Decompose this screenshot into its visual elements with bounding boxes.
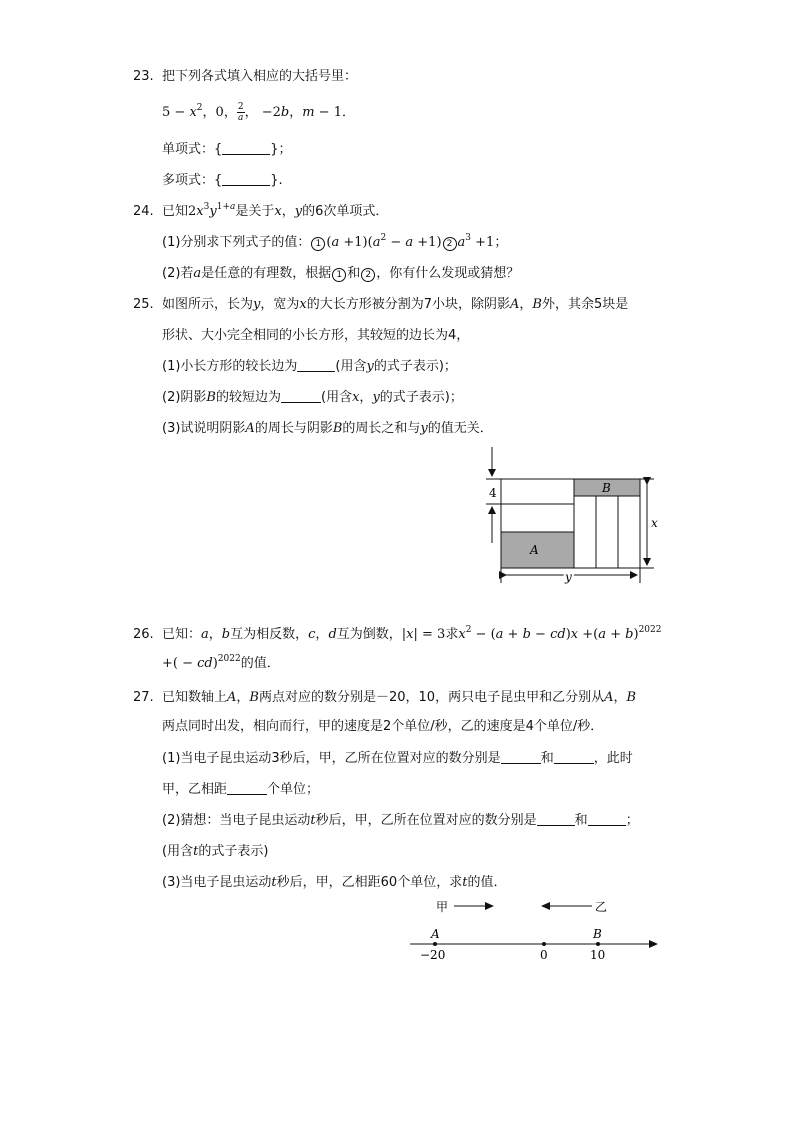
q23-stem: 把下列各式填入相应的大括号里： [162,69,358,84]
q23-expressions: $5 - x^2$，0， $\frac{2}{a}$ ， −2b，m − 1． [162,102,355,123]
q23-polynomial-line: 多项式：{ }. [162,173,283,188]
label-4: 4 [489,486,497,500]
q26-number: 26. [133,627,154,642]
point-zero [542,942,546,946]
q25-rectangle-figure [482,445,662,590]
q25-part2: (2)阴影B的较短边为 (用含x，y的式子表示)； [162,390,463,405]
q25-part1: (1)小长方形的较长边为 (用含y的式子表示)； [162,359,457,374]
label-b: B [602,481,611,495]
fraction-2-over-a: $\frac{2}{a}$ [237,102,244,123]
q27-part1-2: 甲，乙相距 个单位； [162,782,320,797]
q24-part2: (2)若a是任意的有理数，根据 1 和 2 ，你有什么发现或猜想？ [162,266,520,281]
q27-part1: (1)当电子昆虫运动3秒后，甲，乙所在位置对应的数分别是 和 ，此时 [162,751,633,766]
label-point-b: B [593,927,602,941]
q25-number: 25. [133,297,154,312]
q24-stem: 已知$2x^3y^{1+a}$是关于x，y的6次单项式． [162,202,389,219]
answer-blank[interactable] [222,141,270,155]
label-point-a: A [431,927,440,941]
label-y: y [565,570,572,584]
q26-stem-2: +( − cd)$^{2022}$的值． [162,654,280,671]
q27-part2: (2)猜想：当电子昆虫运动t秒后，甲，乙所在位置对应的数分别是 和 ； [162,813,639,828]
label-x: x [651,516,658,530]
label-jia: 甲 [436,900,449,914]
answer-blank[interactable] [501,750,541,764]
q25-stem: 如图所示，长为y，宽为x的大长方形被分割为7小块，除阴影A，B外，其余5块是 [162,297,629,312]
q27-number-line [400,895,665,967]
answer-blank[interactable] [537,812,575,826]
q27-number: 27. [133,690,154,705]
tick-zero: 0 [540,948,548,962]
answer-blank[interactable] [554,750,594,764]
q27-part3: (3)当电子昆虫运动t秒后，甲，乙相距60个单位，求t的值． [162,875,507,890]
q25-part3: (3)试说明阴影A的周长与阴影B的周长之和与y的值无关． [162,421,493,436]
answer-blank[interactable] [227,781,267,795]
q24-number: 24. [133,204,154,219]
q23-number: 23. [133,69,154,84]
answer-blank[interactable] [281,389,321,403]
label-yi: 乙 [595,900,608,914]
q27-part2-2: (用含t的式子表示) [162,844,269,859]
answer-blank[interactable] [297,358,335,372]
label-a: A [530,543,539,557]
q26-stem: 已知：a，b互为相反数，c，d互为倒数，|x| = 3求$x^2 - (a + b - cd)x +(a + b)^{2022}$ [162,625,662,642]
q25-stem-2: 形状、大小完全相同的小长方形，其较短的边长为4， [162,328,470,343]
q27-stem: 已知数轴上A，B两点对应的数分别是－20，10，两只电子昆虫甲和乙分别从A，B [162,690,637,705]
q27-stem-2: 两点同时出发，相向而行，甲的速度是2个单位/秒，乙的速度是4个单位/秒． [162,719,604,734]
answer-blank[interactable] [222,172,270,186]
q23-monomial-line: 单项式：{ }； [162,142,292,157]
point-b [596,942,600,946]
tick-minus-20: −20 [420,948,446,962]
point-a [433,942,437,946]
answer-blank[interactable] [588,812,626,826]
tick-ten: 10 [590,948,606,962]
q24-part1: (1)分别求下列式子的值： 1 $(a +1)(a^2 - a +1)$ 2 $a^3 +1$； [162,233,508,250]
